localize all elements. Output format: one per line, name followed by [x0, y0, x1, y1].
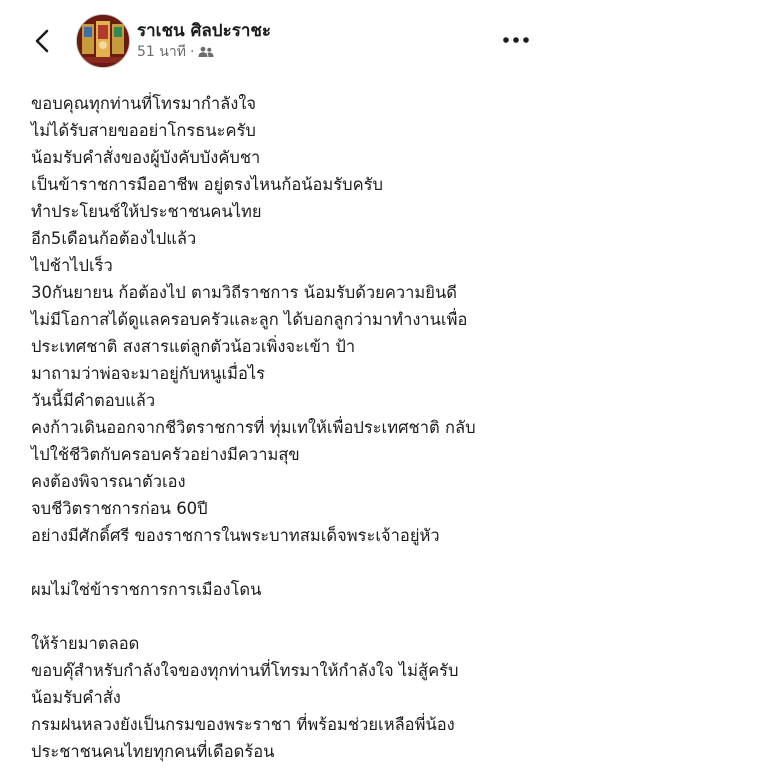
post-text-line: น้อมรับคำสั่งของผู้บังคับบังคับชา: [31, 148, 261, 167]
post-text-line: ไปใช้ชีวิตกับครอบครัวอย่างมีความสุข: [31, 445, 300, 464]
post-text-line: อีก5เดือนก้อต้องไปแล้ว: [31, 229, 197, 248]
post-text-line: ไม่มีโอกาสได้ดูแลครอบครัวและลูก ได้บอกลูกว่ามาทำงานเพื่อ: [31, 310, 468, 329]
post-text-line: ให้ร้ายมาตลอด: [31, 634, 140, 653]
post-text-line: อย่างมีศักดิ์ศรี ของราชการในพระบาทสมเด็จพระเจ้าอยู่หัว: [31, 526, 440, 545]
post-text-line: ขอบคุณทุกท่านที่โทรมากำลังใจ: [31, 94, 257, 113]
post-text-line: [31, 549, 751, 576]
post-text-line: 30กันยายน ก้อต้องไป ตามวิถีราชการ น้อมรับด้วยความยินดี: [31, 283, 457, 302]
chevron-left-icon: [28, 26, 58, 56]
post-meta: [137, 43, 214, 61]
post-header: [0, 0, 775, 82]
author-avatar[interactable]: [76, 14, 130, 68]
post-text-line: ขอบคุ๊สำหรับกำลังใจของทุกท่านที่โทรมาให้กำลังใจ ไม่สู้ครับ: [31, 661, 459, 680]
profile-avatar-image: [77, 15, 129, 67]
more-options-icon: [498, 30, 534, 50]
post-text: [31, 90, 751, 765]
post-text-line: ผมไม่ใช่ข้าราชการการเมืองโดน: [31, 580, 262, 599]
author-name[interactable]: ราเชน ศิลปะราชะ: [137, 21, 272, 41]
post-text-line: [31, 603, 751, 630]
post-text-line: เป็นข้าราชการมืออาชีพ อยู่ตรงไหนก้อน้อมรับครับ: [31, 175, 384, 194]
post-text-line: น้อมรับคำสั่ง: [31, 688, 121, 707]
post-text-line: ประเทศชาติ สงสารแต่ลูกตัวน้อวเพิ่งจะเข้า ป้า: [31, 337, 356, 356]
meta-separator: ·: [189, 44, 195, 60]
back-button[interactable]: [28, 26, 58, 56]
post-text-line: ไปช้าไปเร็ว: [31, 256, 113, 275]
post-text-line: ไม่ได้รับสายขออย่าโกรธนะครับ: [31, 121, 256, 140]
post-text-line: ประชาชนคนไทยทุกคนที่เดือดร้อน: [31, 742, 275, 761]
post-text-line: คงก้าวเดินออกจากชีวิตราชการที่ ทุ่มเทให้เพื่อประเทศชาติ กลับ: [31, 418, 476, 437]
post-text-line: คงต้องพิจารณาตัวเอง: [31, 472, 186, 491]
post-text-line: มาถามว่าพ่อจะมาอยู่กับหนูเมื่อไร: [31, 364, 266, 383]
post-text-line: กรมฝนหลวงยังเป็นกรมของพระราชา ที่พร้อมช่วยเหลือพี่น้อง: [31, 715, 455, 734]
more-options-button[interactable]: [498, 30, 534, 50]
post-timestamp[interactable]: 51 นาที: [137, 44, 186, 60]
friends-icon: [198, 46, 214, 58]
post-text-line: จบชีวิตราชการก่อน 60ปี: [31, 499, 208, 518]
post-text-line: วันนี้มีคำตอบแล้ว: [31, 391, 156, 410]
post-text-line: ทำประโยนช์ให้ประชาชนคนไทย: [31, 202, 262, 221]
audience-selector[interactable]: [198, 46, 214, 58]
